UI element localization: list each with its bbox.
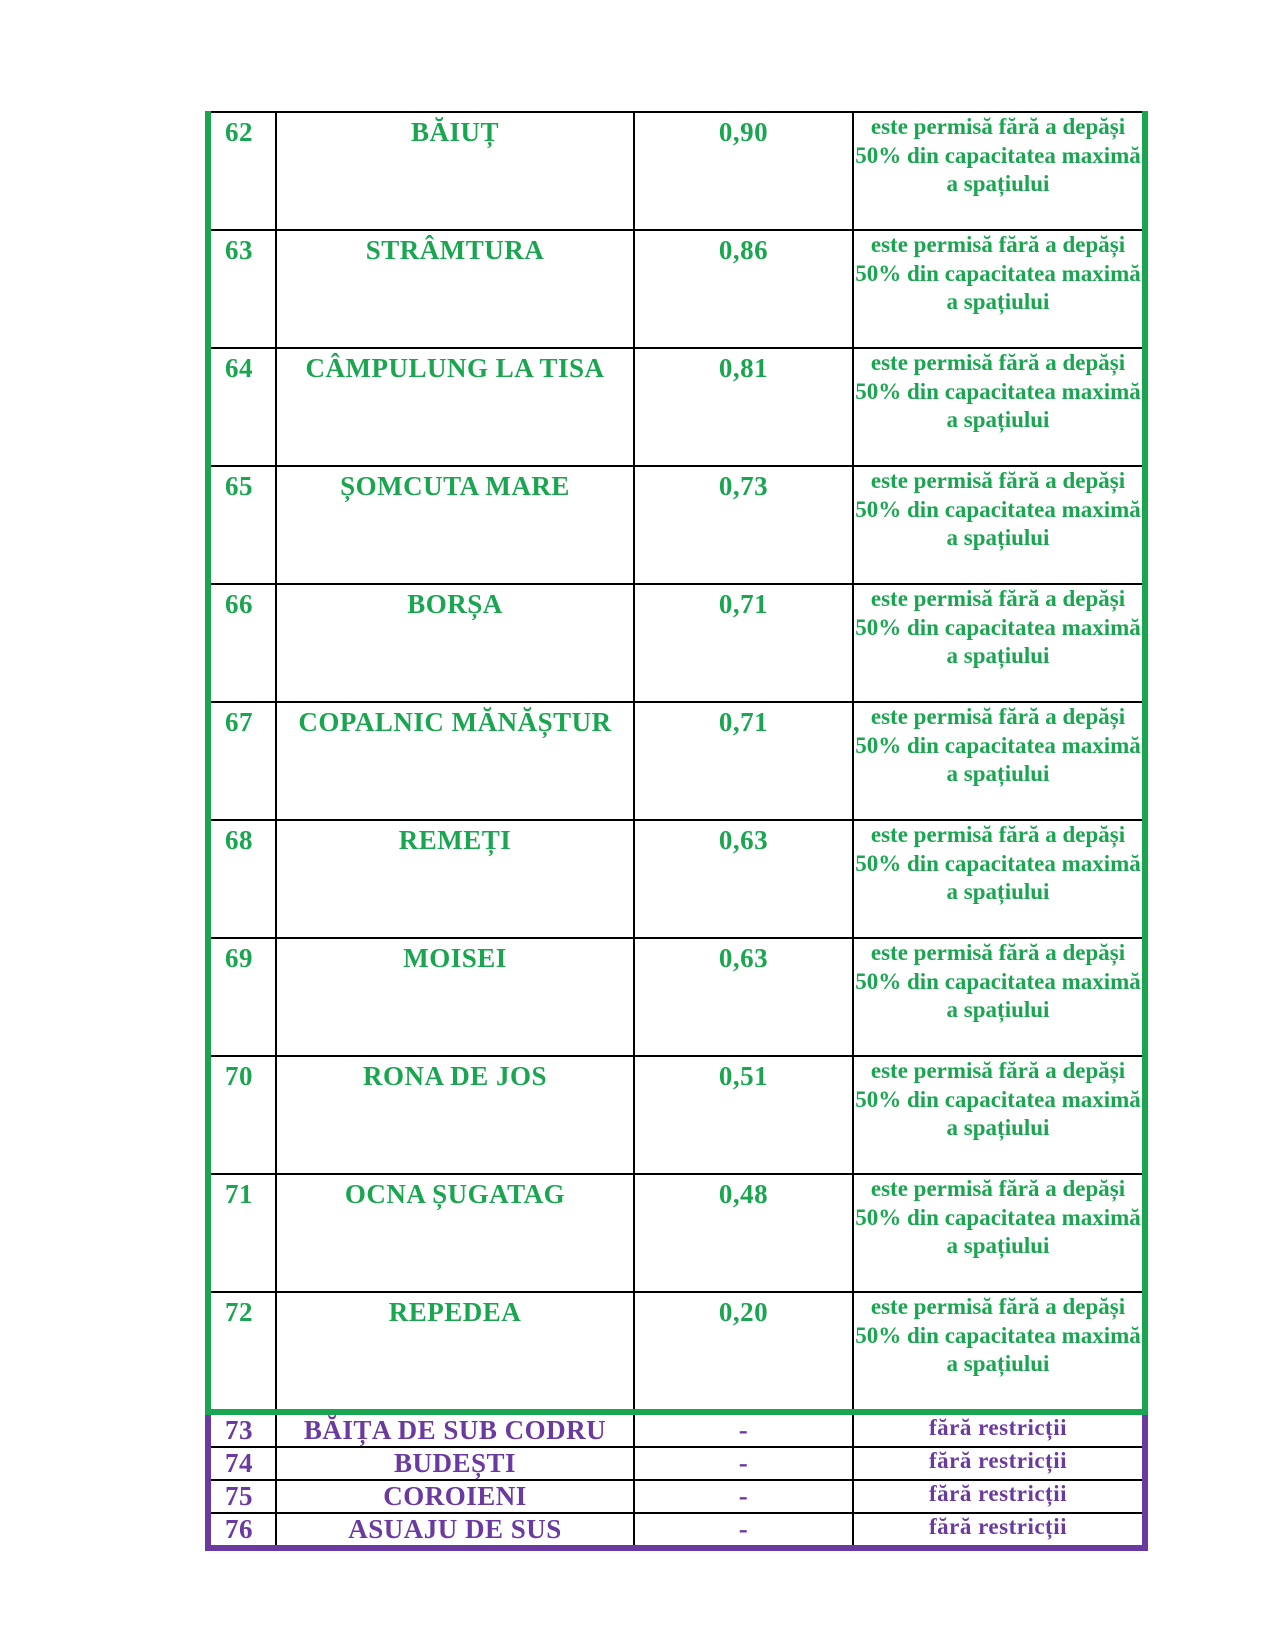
- restriction-note: fără restricții: [853, 1513, 1145, 1548]
- row-number: 65: [208, 466, 276, 584]
- restriction-note: fără restricții: [853, 1480, 1145, 1513]
- incidence-rate: 0,51: [634, 1056, 853, 1174]
- table-row: [208, 230, 1145, 348]
- locality-name: BĂIUȚ: [276, 112, 634, 230]
- locality-name: REPEDEA: [276, 1292, 634, 1412]
- restriction-note: este permisă fără a depăși 50% din capacitatea maximă a spațiului: [853, 112, 1145, 230]
- restriction-note: este permisă fără a depăși 50% din capacitatea maximă a spațiului: [853, 230, 1145, 348]
- incidence-rate: -: [634, 1412, 853, 1447]
- restriction-note: este permisă fără a depăși 50% din capacitatea maximă a spațiului: [853, 1056, 1145, 1174]
- incidence-rate: 0,73: [634, 466, 853, 584]
- row-number: 62: [208, 112, 276, 230]
- table-row: [208, 1447, 1145, 1480]
- table-row: [208, 584, 1145, 702]
- locality-name: COROIENI: [276, 1480, 634, 1513]
- locality-name: BORȘA: [276, 584, 634, 702]
- locality-name: ȘOMCUTA MARE: [276, 466, 634, 584]
- row-number: 70: [208, 1056, 276, 1174]
- restriction-note: este permisă fără a depăși 50% din capacitatea maximă a spațiului: [853, 1174, 1145, 1292]
- row-number: 63: [208, 230, 276, 348]
- table-row: [208, 466, 1145, 584]
- row-number: 68: [208, 820, 276, 938]
- row-number: 76: [208, 1513, 276, 1548]
- locality-name: ASUAJU DE SUS: [276, 1513, 634, 1548]
- row-number: 66: [208, 584, 276, 702]
- table-row: [208, 348, 1145, 466]
- restriction-note: este permisă fără a depăși 50% din capacitatea maximă a spațiului: [853, 348, 1145, 466]
- incidence-rate: -: [634, 1513, 853, 1548]
- restriction-note: este permisă fără a depăși 50% din capacitatea maximă a spațiului: [853, 584, 1145, 702]
- locality-name: BĂIȚA DE SUB CODRU: [276, 1412, 634, 1447]
- locality-name: COPALNIC MĂNĂȘTUR: [276, 702, 634, 820]
- incidence-rate: 0,71: [634, 584, 853, 702]
- table-row: [208, 820, 1145, 938]
- locality-name: CÂMPULUNG LA TISA: [276, 348, 634, 466]
- restriction-note: fără restricții: [853, 1447, 1145, 1480]
- incidence-rate: -: [634, 1447, 853, 1480]
- row-number: 75: [208, 1480, 276, 1513]
- incidence-rate: 0,63: [634, 820, 853, 938]
- restriction-note: este permisă fără a depăși 50% din capacitatea maximă a spațiului: [853, 466, 1145, 584]
- row-number: 64: [208, 348, 276, 466]
- row-number: 73: [208, 1412, 276, 1447]
- table-row: [208, 112, 1145, 230]
- row-number: 74: [208, 1447, 276, 1480]
- table-body: [208, 112, 1145, 1548]
- locality-name: MOISEI: [276, 938, 634, 1056]
- table-row: [208, 1292, 1145, 1412]
- incidence-rate: 0,90: [634, 112, 853, 230]
- locality-name: REMEȚI: [276, 820, 634, 938]
- incidence-rate: 0,63: [634, 938, 853, 1056]
- row-number: 67: [208, 702, 276, 820]
- incidence-rate: -: [634, 1480, 853, 1513]
- table-row: [208, 1513, 1145, 1548]
- row-number: 72: [208, 1292, 276, 1412]
- restriction-note: este permisă fără a depăși 50% din capacitatea maximă a spațiului: [853, 1292, 1145, 1412]
- incidence-rate: 0,81: [634, 348, 853, 466]
- restriction-note: este permisă fără a depăși 50% din capacitatea maximă a spațiului: [853, 820, 1145, 938]
- table-row: [208, 1412, 1145, 1447]
- locality-name: BUDEȘTI: [276, 1447, 634, 1480]
- row-number: 69: [208, 938, 276, 1056]
- locality-name: OCNA ȘUGATAG: [276, 1174, 634, 1292]
- table-row: [208, 1480, 1145, 1513]
- restriction-note: este permisă fără a depăși 50% din capacitatea maximă a spațiului: [853, 938, 1145, 1056]
- incidence-rate: 0,86: [634, 230, 853, 348]
- restriction-note: fără restricții: [853, 1412, 1145, 1447]
- restriction-note: este permisă fără a depăși 50% din capacitatea maximă a spațiului: [853, 702, 1145, 820]
- locality-name: STRÂMTURA: [276, 230, 634, 348]
- table-row: [208, 1174, 1145, 1292]
- table-row: [208, 1056, 1145, 1174]
- locality-name: RONA DE JOS: [276, 1056, 634, 1174]
- incidence-rate: 0,20: [634, 1292, 853, 1412]
- incidence-rate: 0,48: [634, 1174, 853, 1292]
- incidence-rate: 0,71: [634, 702, 853, 820]
- row-number: 71: [208, 1174, 276, 1292]
- localities-table: [205, 111, 1148, 1551]
- table-row: [208, 938, 1145, 1056]
- table-row: [208, 702, 1145, 820]
